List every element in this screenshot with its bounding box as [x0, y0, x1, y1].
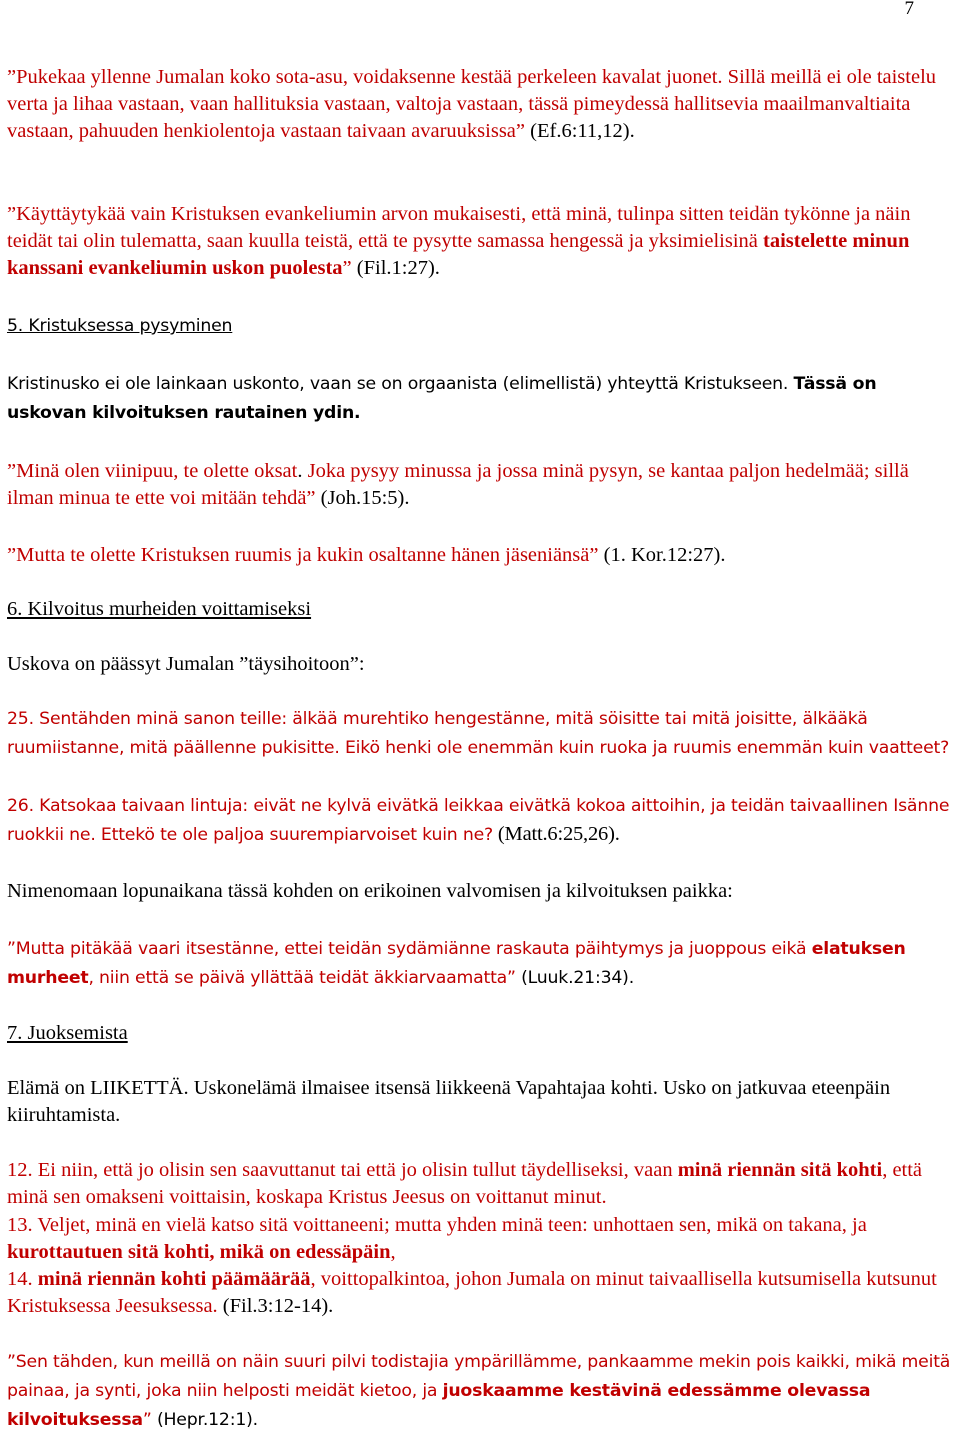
- luke-quote-start: ”Mutta pitäkää vaari itsestänne, ettei teidän sydämiänne raskauta päihtymys ja juoppous eikä: [7, 939, 812, 959]
- luke-quote: [7, 935, 959, 993]
- philippians-1-quote: [7, 201, 959, 282]
- john-quote-part2: Joka pysyy minussa ja jossa minä pysyn, se kantaa paljon hedelmää; sillä ilman minua te ette voi mitään tehdä”: [7, 460, 909, 509]
- matthew-ref: (Matt.6:25,26).: [493, 823, 620, 845]
- philippians-3-verse-13: [7, 1212, 959, 1266]
- john-ref: (Joh.15:5).: [315, 487, 410, 509]
- corinthians-quote-text: ”Mutta te olette Kristuksen ruumis ja kukin osaltanne hänen jäseniänsä”: [7, 544, 599, 566]
- john-quote-dot: .: [297, 460, 303, 482]
- hebrews-ref: (Hepr.12:1).: [151, 1410, 258, 1430]
- section-5-text-plain: Kristinusko ei ole lainkaan uskonto, vaan se on orgaanista (elimellistä) yhteyttä Kristukseen.: [7, 374, 794, 394]
- philippians-1-quote-bold: taistelette minun kanssani evankeliumin uskon puolesta: [7, 230, 910, 279]
- hebrews-quote-start: ”Sen tähden, kun meillä on näin suuri pilvi todistajia ympärillämme, pankaamme mekin pois kaikki, mikä meitä painaa, ja synti, joka niin helposti meidät kietoo, ja: [7, 1352, 951, 1401]
- section-5-text-bold: Tässä on uskovan kilvoituksen rautainen ydin.: [7, 374, 877, 423]
- philippians-3-verse-12-start: 12. Ei niin, että jo olisin sen saavuttanut tai että jo olisin tullut täydelliseksi, vaan: [7, 1159, 678, 1181]
- luke-quote-end: , niin että se päivä yllättää teidät äkkiarvaamatta”: [88, 968, 516, 988]
- philippians-3-verse-13-end: ,: [390, 1241, 396, 1263]
- hebrews-quote-end: ”: [142, 1410, 152, 1430]
- philippians-3-verse-12-bold: minä riennän sitä kohti: [677, 1159, 883, 1181]
- philippians-3-verse-14: [7, 1266, 959, 1320]
- luke-ref: (Luuk.21:34).: [515, 968, 635, 988]
- hebrews-quote: [7, 1348, 959, 1435]
- hebrews-quote-bold: juoskaamme kestävinä edessämme olevassa kilvoituksessa: [7, 1381, 871, 1430]
- section-6-note: Nimenomaan lopunaikana tässä kohden on erikoinen valvomisen ja kilvoituksen paikka:: [7, 880, 733, 902]
- section-7-text: Elämä on LIIKETTÄ. Uskonelämä ilmaisee itsensä liikkeenä Vapahtajaa kohti. Usko on jatkuvaa eteenpäin kiiruhtamista.: [7, 1077, 891, 1126]
- section-6-heading: 6. Kilvoitus murheiden voittamiseksi: [7, 598, 312, 620]
- philippians-3-verse-13-start: 13. Veljet, minä en vielä katso sitä voittaneeni; mutta yhden minä teen: unhottaen sen, mikä on takana, ja: [7, 1214, 867, 1236]
- philippians-3-verse-13-bold: kurottautuen sitä kohti, mikä on edessäpäin: [7, 1241, 391, 1263]
- ephesians-quote-text: ”Pukekaa yllenne Jumalan koko sota-asu, voidaksenne kestää perkeleen kavalat juonet. Sillä meillä ei ole taistelu verta ja lihaa vastaan, vaan hallituksia vastaan, valtoja vastaan, tässä pimeydessä hallitsevia maailmanvaltiaita vastaan, pahuuden henkiolentoja vastaan taivaan avaruuksissa”: [7, 66, 937, 142]
- philippians-3-verse-14-num: 14.: [7, 1268, 38, 1290]
- page-number: 7: [904, 0, 914, 19]
- philippians-3-verse-14-end: , voittopalkintoa, johon Jumala on minut taivaallisella kutsumisella kutsunut Kristuksessa Jeesuksessa.: [7, 1268, 937, 1317]
- section-7-heading: 7. Juoksemista: [7, 1022, 128, 1044]
- matthew-verse-26: [7, 792, 959, 850]
- section-5-heading: 5. Kristuksessa pysyminen: [7, 316, 233, 336]
- philippians-1-ref: (Fil.1:27).: [351, 257, 440, 279]
- corinthians-ref: (1. Kor.12:27).: [598, 544, 726, 566]
- corinthians-quote: [7, 542, 959, 569]
- ephesians-quote: [7, 64, 959, 145]
- ephesians-ref: (Ef.6:11,12).: [525, 120, 635, 142]
- matthew-verse-26-text: 26. Katsokaa taivaan lintuja: eivät ne kylvä eivätkä leikkaa eivätkä kokoa aittoihin, ja teidän taivaallinen Isänne ruokkii ne. Ettekö te ole paljoa suurempiarvoiset kuin ne?: [7, 796, 950, 845]
- philippians-3-ref: (Fil.3:12-14).: [217, 1295, 334, 1317]
- section-5-text: [7, 370, 959, 428]
- john-quote-part1: ”Minä olen viinipuu, te olette oksat: [7, 460, 298, 482]
- philippians-1-quote-start: ”Käyttäytykää vain Kristuksen evankeliumin arvon mukaisesti, että minä, tulinpa sitten teidän tykönne ja näin teidät tai olin tulematta, saan kuulla teistä, että te pysytte samassa hengessä ja yksimielisinä: [7, 203, 911, 252]
- luke-quote-bold: elatuksen murheet: [7, 939, 906, 988]
- matthew-verse-25: 25. Sentähden minä sanon teille: älkää murehtiko hengestänne, mitä söisitte tai mitä joisitte, älkääkä ruumiistanne, mitä päällenne pukisitte. Eikö henki ole enemmän kuin ruoka ja ruumis enemmän kuin vaatteet?: [7, 709, 950, 758]
- section-6-intro: Uskova on päässyt Jumalan ”täysihoitoon”:: [7, 653, 365, 675]
- philippians-3-verse-12: [7, 1157, 959, 1211]
- john-quote: [7, 458, 959, 512]
- philippians-1-quote-end: ”: [342, 257, 352, 279]
- philippians-3-verse-14-bold: minä riennän kohti päämäärää: [37, 1268, 311, 1290]
- philippians-3-verse-12-end: , että minä sen omakseni voittaisin, koskapa Kristus Jeesus on voittanut minut.: [7, 1159, 923, 1208]
